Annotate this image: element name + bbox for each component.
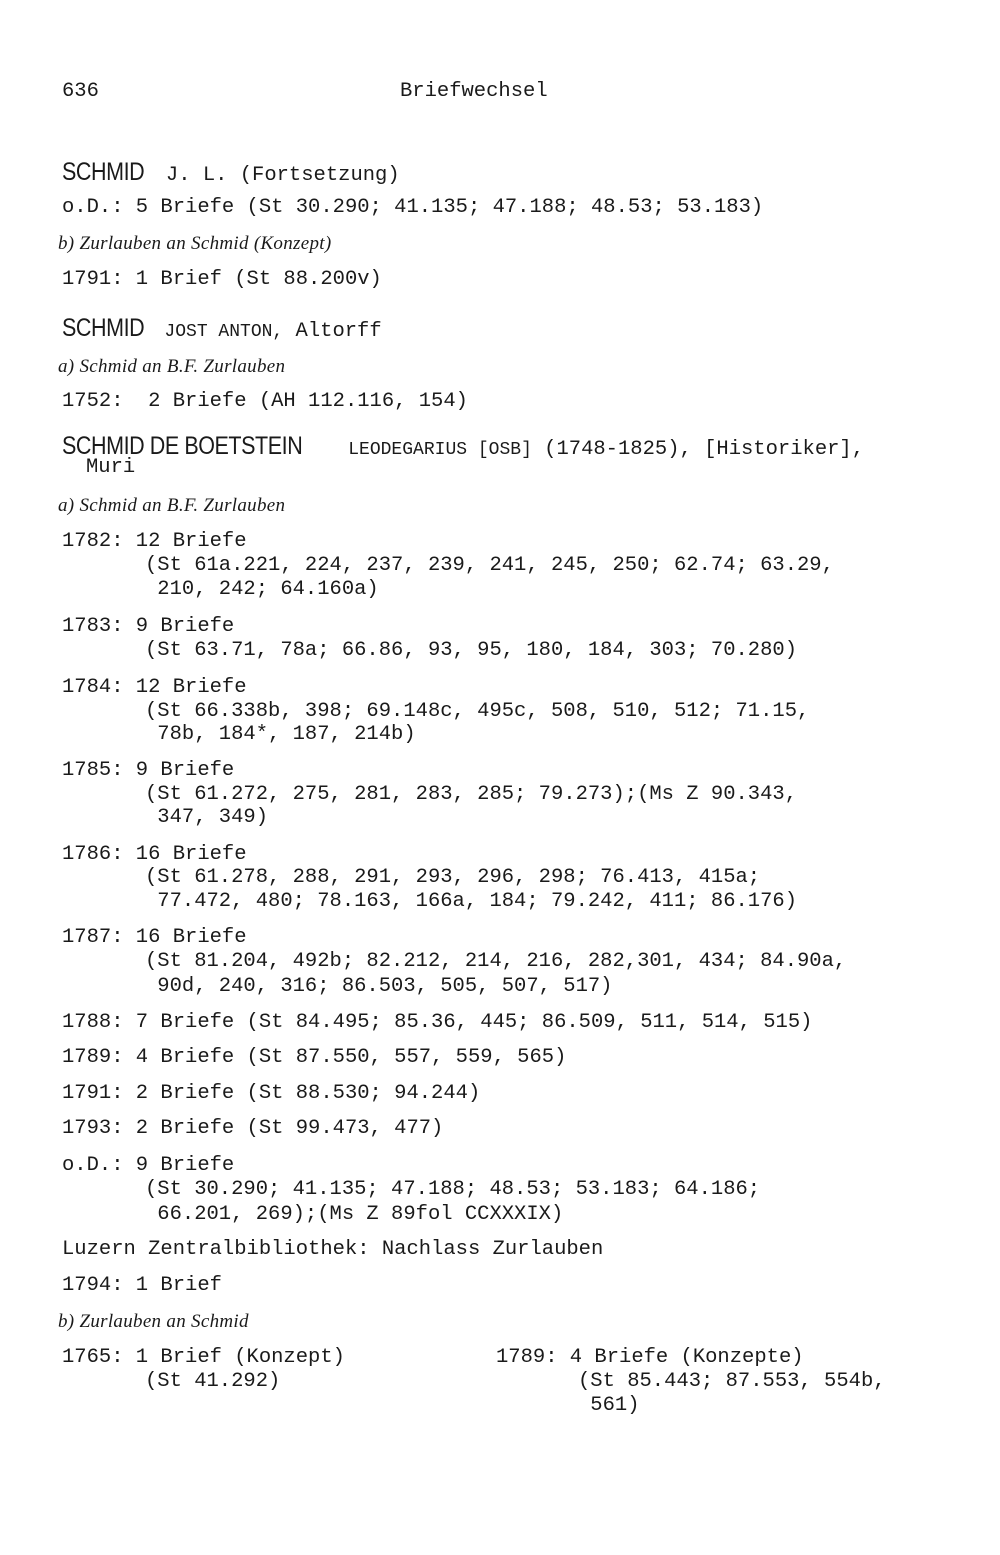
letter-signatures: (St 81.204, 492b; 82.212, 214, 216, 282,301, 434; 84.90a, [145, 950, 847, 973]
letter-signatures: 90d, 240, 316; 86.503, 505, 507, 517) [145, 975, 613, 998]
entry-heading-schmid-jl [62, 160, 400, 188]
letter-signatures: (St 61.278, 288, 291, 293, 296, 298; 76.413, 415a; [145, 866, 761, 889]
entry-place: Muri [86, 456, 136, 479]
letter-line-left: 1765: 1 Brief (Konzept) [62, 1346, 345, 1369]
letter-signatures: (St 30.290; 41.135; 47.188; 48.53; 53.183; 64.186; [145, 1178, 761, 1201]
letter-line: 1794: 1 Brief [62, 1274, 222, 1297]
letter-line-right: 1789: 4 Briefe (Konzepte) [496, 1346, 804, 1369]
letter-signatures: 66.201, 269);(Ms Z 89fol CCXXXIX) [145, 1203, 564, 1226]
letter-signatures: 347, 349) [145, 806, 269, 829]
subsection-heading: b) Zurlauben an Schmid (Konzept) [58, 233, 332, 254]
letter-line: o.D.: 5 Briefe (St 30.290; 41.135; 47.188; 48.53; 53.183) [62, 196, 764, 219]
letter-line: 1791: 1 Brief (St 88.200v) [62, 268, 382, 291]
entry-name: SCHMID [62, 314, 145, 342]
letter-signatures: 77.472, 480; 78.163, 166a, 184; 79.242, 411; 86.176) [145, 890, 798, 913]
letter-line: 1783: 9 Briefe [62, 615, 235, 638]
letter-signatures-right: (St 85.443; 87.553, 554b, [578, 1370, 886, 1393]
letter-signatures-left: (St 41.292) [145, 1370, 281, 1393]
entry-heading-schmid-jost-anton [62, 316, 382, 344]
letter-line: 1786: 16 Briefe [62, 843, 247, 866]
letter-line: 1793: 2 Briefe (St 99.473, 477) [62, 1117, 444, 1140]
subsection-heading: a) Schmid an B.F. Zurlauben [58, 356, 286, 377]
entry-place: Altorff [283, 320, 382, 343]
letter-line: 1788: 7 Briefe (St 84.495; 85.36, 445; 86.509, 511, 514, 515) [62, 1011, 813, 1034]
letter-signatures: 78b, 184*, 187, 214b) [145, 723, 416, 746]
subsection-heading: a) Schmid an B.F. Zurlauben [58, 495, 286, 516]
entry-name-rest: J. L. (Fortsetzung) [153, 164, 400, 187]
letter-line: 1782: 12 Briefe [62, 530, 247, 553]
letter-line: 1785: 9 Briefe [62, 759, 235, 782]
letter-line: 1752: 2 Briefe (AH 112.116, 154) [62, 390, 468, 413]
entry-dates-profession: (1748-1825), [Historiker], [531, 438, 865, 461]
letter-signatures: (St 66.338b, 398; 69.148c, 495c, 508, 510, 512; 71.15, [145, 700, 810, 723]
entry-heading-schmid-de-boetstein [62, 434, 864, 462]
letter-line: 1787: 16 Briefe [62, 926, 247, 949]
letter-line: o.D.: 9 Briefe [62, 1154, 235, 1177]
letter-signatures: (St 63.71, 78a; 66.86, 93, 95, 180, 184, 303; 70.280) [145, 639, 798, 662]
entry-name: SCHMID DE BOETSTEIN [62, 432, 303, 460]
entry-name-rest: JOST ANTON, [153, 322, 284, 342]
letter-line: 1784: 12 Briefe [62, 676, 247, 699]
letter-signatures: (St 61.272, 275, 281, 283, 285; 79.273);(Ms Z 90.343, [145, 783, 798, 806]
entry-name: SCHMID [62, 158, 145, 186]
page-number: 636 [62, 80, 99, 103]
entry-name-rest: LEODEGARIUS [337, 440, 478, 460]
subsection-heading: b) Zurlauben an Schmid [58, 1311, 249, 1332]
letter-signatures: (St 61a.221, 224, 237, 239, 241, 245, 250; 62.74; 63.29, [145, 554, 834, 577]
running-title: Briefwechsel [400, 80, 548, 103]
archive-line: Luzern Zentralbibliothek: Nachlass Zurlauben [62, 1238, 604, 1261]
letter-line: 1791: 2 Briefe (St 88.530; 94.244) [62, 1082, 481, 1105]
entry-order: [OSB] [477, 440, 532, 460]
letter-line: 1789: 4 Briefe (St 87.550, 557, 559, 565) [62, 1046, 567, 1069]
letter-signatures-right: 561) [578, 1394, 640, 1417]
letter-signatures: 210, 242; 64.160a) [145, 578, 379, 601]
